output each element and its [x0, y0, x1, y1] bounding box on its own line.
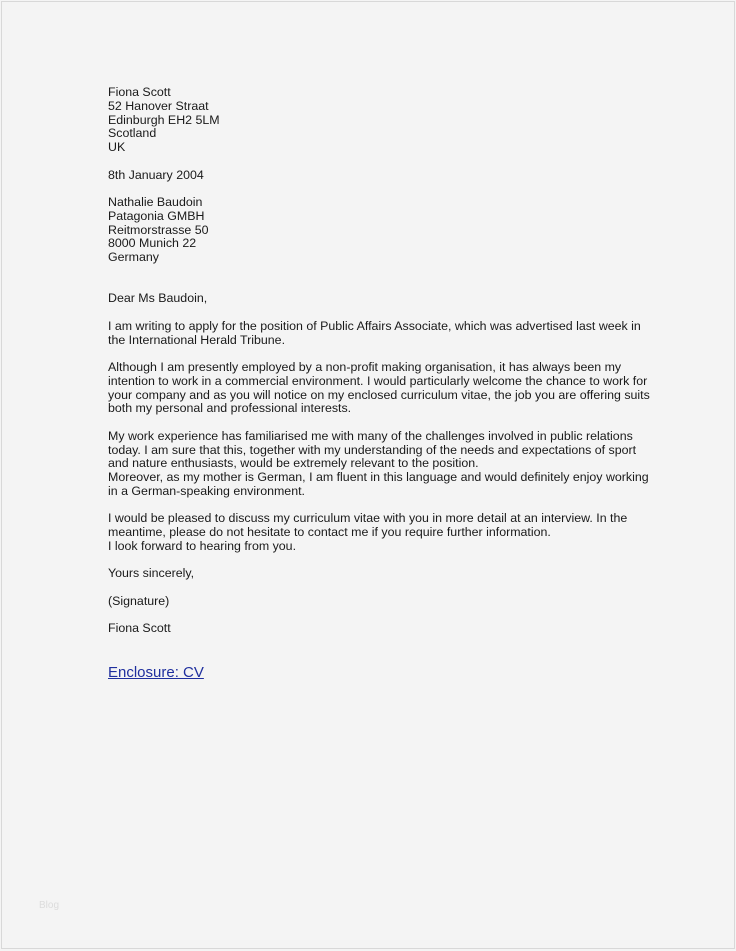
- enclosure-line: [108, 664, 718, 682]
- closing: Yours sincerely,: [108, 566, 195, 581]
- sender-address: [108, 86, 718, 155]
- recipient-street: Reitmorstrasse 50: [108, 222, 209, 237]
- sender-region: Scotland: [108, 126, 157, 141]
- recipient-company: Patagonia GMBH: [108, 208, 205, 223]
- signature: (Signature): [108, 593, 170, 608]
- paragraph-4: I would be pleased to discuss my curriculum vitae with you in more detail at an interview. In the meantime, please do not hesitate to contact me if you require further information. I look forward to hearing from you.: [108, 511, 628, 553]
- letter-date: 8th January 2004: [108, 167, 204, 182]
- sender-country: UK: [108, 140, 126, 154]
- watermark: Blog: [39, 900, 60, 911]
- recipient-city: 8000 Munich 22: [108, 236, 197, 251]
- enclosure-link[interactable]: Enclosure: CV: [108, 663, 204, 681]
- paragraph-3: My work experience has familiarised me with many of the challenges involved in public relations today. I am sure that this, together with my understanding of the needs and expectations of sport and nature enthusiasts, would be extremely relevant to the position. Moreover, as my mother is German, I am fluent in this language and would definitely enjoy working in a German-speaking environment.: [108, 428, 649, 498]
- letter-body: [108, 86, 718, 695]
- paragraph-1: I am writing to apply for the position of Public Affairs Associate, which was advertised last week in the International Herald Tribune.: [108, 318, 641, 347]
- recipient-address: [108, 196, 718, 265]
- sender-name: Fiona Scott: [108, 85, 171, 99]
- recipient-country: Germany: [108, 250, 159, 264]
- paragraph-2: Although I am presently employed by a non-profit making organisation, it has always been my intention to work in a commercial environment. I would particularly welcome the chance to work for your company and as you will notice on my enclosed curriculum vitae, the job you are offering suits both my personal and professional interests.: [108, 360, 650, 416]
- recipient-name: Nathalie Baudoin: [108, 195, 203, 209]
- sender-city: Edinburgh EH2 5LM: [108, 112, 220, 127]
- salutation: Dear Ms Baudoin,: [108, 291, 208, 306]
- sender-street: 52 Hanover Straat: [108, 98, 209, 113]
- signoff-name: Fiona Scott: [108, 621, 171, 636]
